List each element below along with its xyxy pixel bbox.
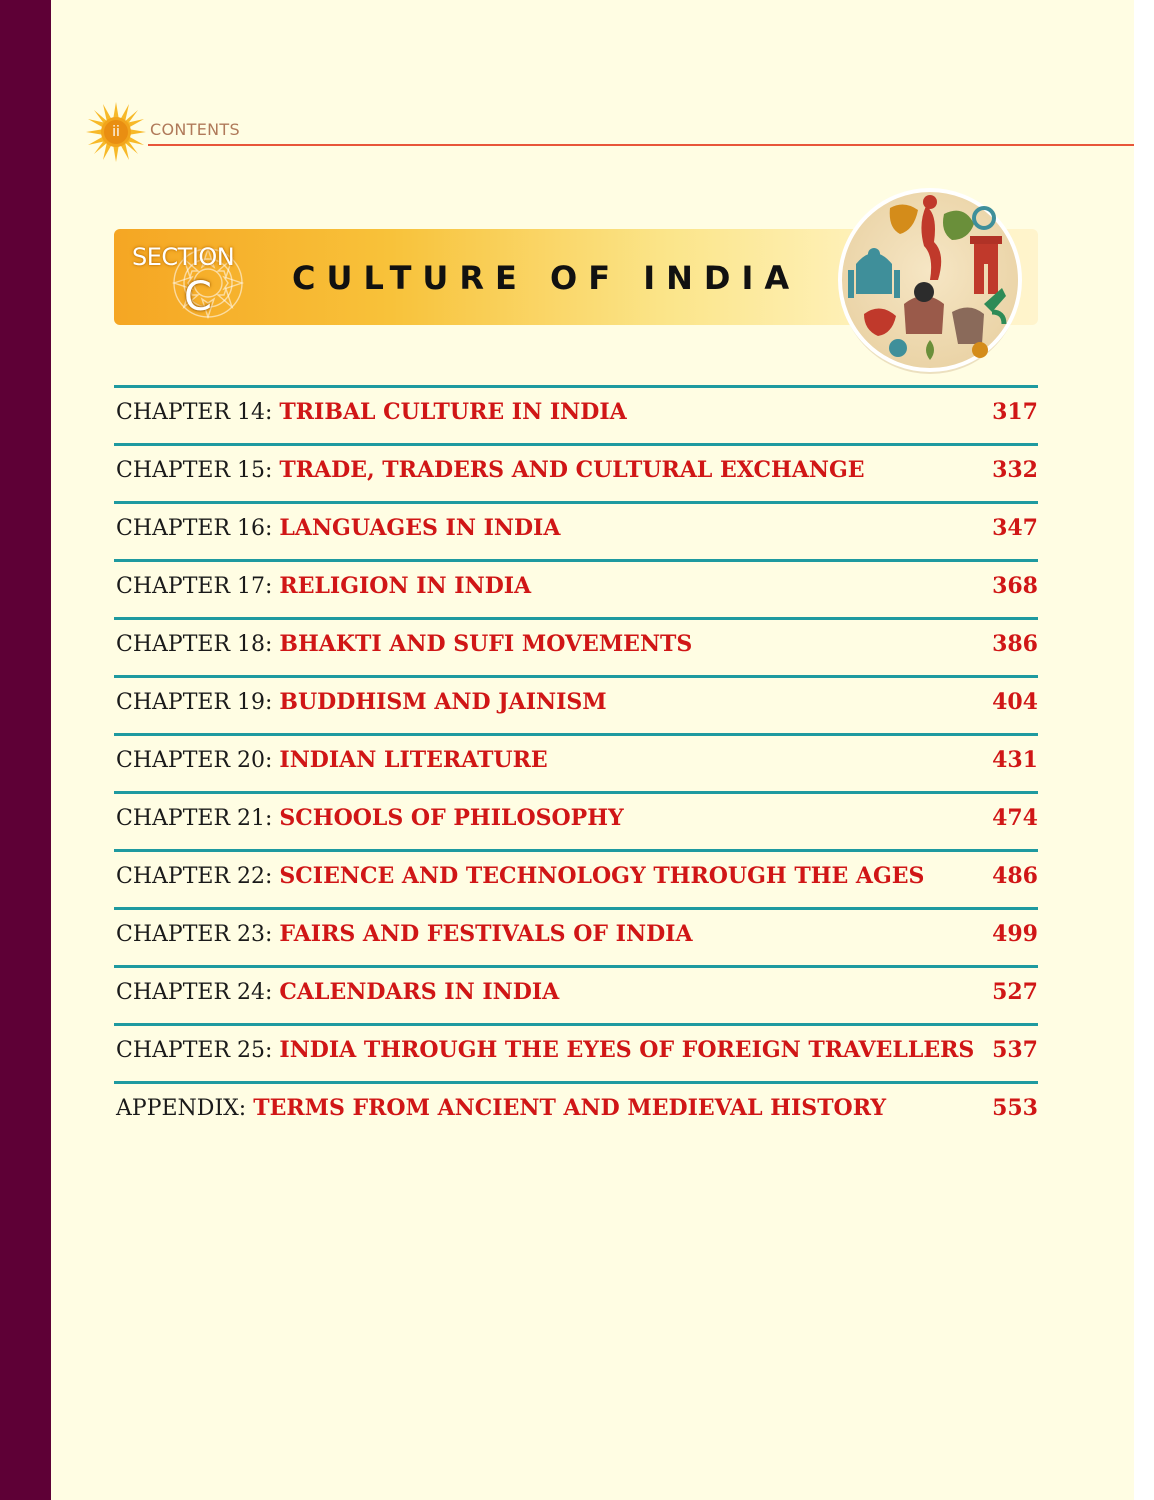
toc-entry[interactable] [114, 504, 1038, 559]
chapter-page-number[interactable]: 332 [992, 457, 1038, 483]
section-word: SECTION [132, 243, 235, 271]
chapter-title[interactable]: FAIRS AND FESTIVALS OF INDIA [279, 921, 693, 947]
chapter-number: CHAPTER 14: [116, 400, 280, 425]
chapter-page-number[interactable]: 404 [992, 689, 1038, 715]
toc-entry-text [116, 862, 924, 891]
toc-entry-text [116, 630, 692, 659]
chapter-title[interactable]: LANGUAGES IN INDIA [279, 515, 561, 541]
chapter-number: CHAPTER 17: [116, 574, 280, 599]
toc-entry-text [116, 688, 607, 717]
toc-entry-text [116, 804, 624, 833]
toc-entry[interactable] [114, 736, 1038, 791]
toc-entry[interactable] [114, 388, 1038, 443]
table-of-contents [114, 385, 1038, 1139]
chapter-page-number[interactable]: 474 [992, 805, 1038, 831]
toc-entry[interactable] [114, 678, 1038, 733]
chapter-title[interactable]: TERMS FROM ANCIENT AND MEDIEVAL HISTORY [253, 1095, 887, 1121]
toc-entry-text [116, 456, 865, 485]
chapter-title[interactable]: BUDDHISM AND JAINISM [279, 689, 607, 715]
toc-entry[interactable] [114, 620, 1038, 675]
chapter-title[interactable]: BHAKTI AND SUFI MOVEMENTS [279, 631, 693, 657]
chapter-page-number[interactable]: 347 [992, 515, 1038, 541]
toc-entry-text [116, 572, 531, 601]
chapter-number: CHAPTER 20: [116, 748, 280, 773]
chapter-page-number[interactable]: 553 [992, 1095, 1038, 1121]
toc-entry[interactable] [114, 794, 1038, 849]
toc-entry[interactable] [114, 852, 1038, 907]
chapter-number: CHAPTER 21: [116, 806, 280, 831]
culture-emblem-icon [834, 184, 1026, 376]
chapter-title[interactable]: SCIENCE AND TECHNOLOGY THROUGH THE AGES [279, 863, 925, 889]
chapter-title[interactable]: SCHOOLS OF PHILOSOPHY [279, 805, 624, 831]
toc-entry-text [116, 746, 548, 775]
toc-entry-text [116, 1036, 974, 1065]
chapter-page-number[interactable]: 431 [992, 747, 1038, 773]
section-title: CULTURE OF INDIA [292, 259, 801, 297]
chapter-page-number[interactable]: 386 [992, 631, 1038, 657]
chapter-number: APPENDIX: [116, 1096, 254, 1121]
toc-entry[interactable] [114, 446, 1038, 501]
chapter-number: CHAPTER 25: [116, 1038, 280, 1063]
chapter-title[interactable]: RELIGION IN INDIA [279, 573, 532, 599]
chapter-number: CHAPTER 16: [116, 516, 280, 541]
toc-entry-text [116, 1094, 886, 1123]
chapter-page-number[interactable]: 317 [992, 399, 1038, 425]
chapter-number: CHAPTER 22: [116, 864, 280, 889]
chapter-title[interactable]: TRIBAL CULTURE IN INDIA [279, 399, 627, 425]
book-spine [0, 0, 51, 1500]
toc-entry-text [116, 920, 693, 949]
toc-entry-text [116, 514, 560, 543]
chapter-title[interactable]: TRADE, TRADERS AND CULTURAL EXCHANGE [279, 457, 865, 483]
chapter-page-number[interactable]: 527 [992, 979, 1038, 1005]
chapter-page-number[interactable]: 537 [992, 1037, 1038, 1063]
chapter-page-number[interactable]: 486 [992, 863, 1038, 889]
toc-entry[interactable] [114, 562, 1038, 617]
page-header [84, 100, 1134, 164]
chapter-number: CHAPTER 24: [116, 980, 280, 1005]
chapter-number: CHAPTER 15: [116, 458, 280, 483]
toc-entry[interactable] [114, 910, 1038, 965]
toc-entry-text [116, 978, 559, 1007]
chapter-number: CHAPTER 23: [116, 922, 280, 947]
toc-entry[interactable] [114, 1084, 1038, 1139]
chapter-number: CHAPTER 18: [116, 632, 280, 657]
chapter-title[interactable]: CALENDARS IN INDIA [279, 979, 560, 1005]
page-number: ii [112, 124, 120, 140]
header-rule [148, 144, 1134, 146]
header-label: CONTENTS [150, 120, 240, 139]
section-letter: C [184, 274, 212, 320]
chapter-number: CHAPTER 19: [116, 690, 280, 715]
page-edge [1134, 0, 1154, 1500]
chapter-page-number[interactable]: 368 [992, 573, 1038, 599]
chapter-page-number[interactable]: 499 [992, 921, 1038, 947]
toc-entry[interactable] [114, 1026, 1038, 1081]
toc-entry-text [116, 398, 627, 427]
toc-entry[interactable] [114, 968, 1038, 1023]
chapter-title[interactable]: INDIA THROUGH THE EYES OF FOREIGN TRAVELLERS [279, 1037, 975, 1063]
chapter-title[interactable]: INDIAN LITERATURE [279, 747, 548, 773]
